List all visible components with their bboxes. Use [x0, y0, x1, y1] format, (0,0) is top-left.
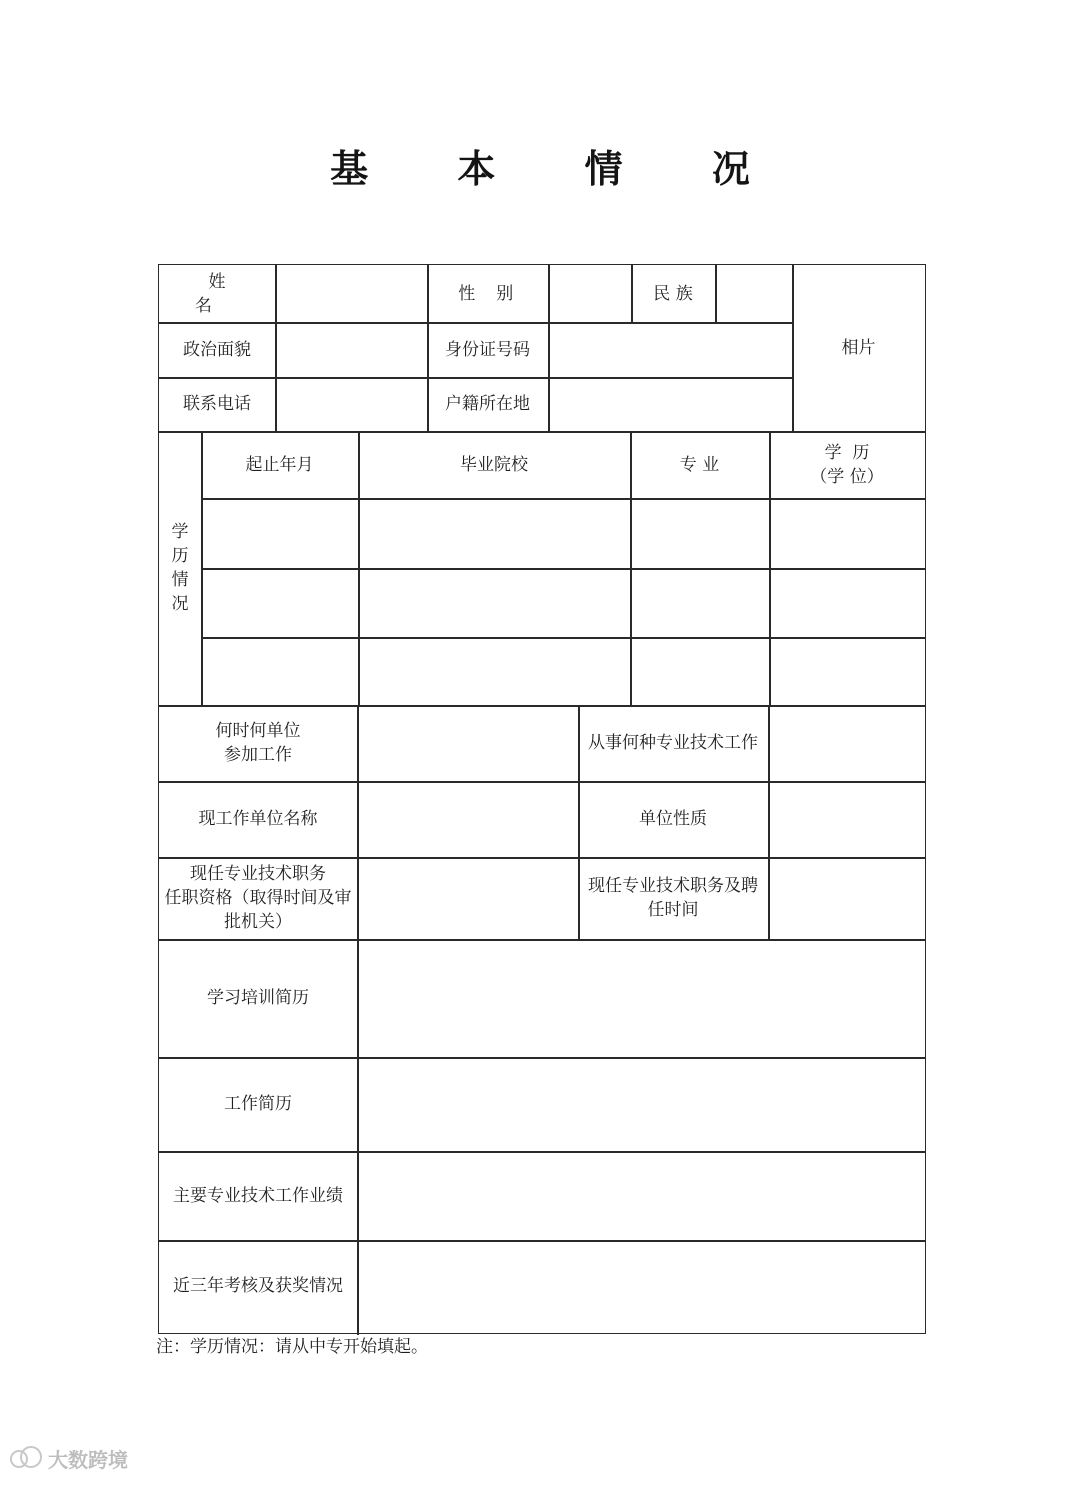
- education-period-fields[interactable]: [202, 499, 358, 705]
- work-start-field[interactable]: [358, 705, 578, 781]
- achievements-field[interactable]: [358, 1151, 925, 1240]
- basic-info-form: [158, 264, 926, 1334]
- id-number-field[interactable]: [549, 322, 792, 377]
- achievements-label: 主要专业技术工作业绩: [173, 1185, 343, 1206]
- qualification-field[interactable]: [358, 857, 578, 939]
- tech-field-label: 从事何种专业技术工作: [588, 733, 758, 753]
- political-field[interactable]: [276, 322, 427, 377]
- phone-field[interactable]: [276, 377, 427, 431]
- awards-label: 近三年考核及获奖情况: [173, 1276, 343, 1296]
- qualification-label-line: 任职资格（取得时间及审: [164, 888, 352, 908]
- training-field[interactable]: [358, 939, 925, 1057]
- household-field[interactable]: [549, 377, 792, 431]
- household-label: 户籍所在地: [445, 394, 530, 414]
- qualification-label-line: 现任专业技术职务: [190, 864, 326, 884]
- qualification-label-line: 批机关）: [224, 912, 292, 932]
- work-start-label-line: 参加工作: [224, 745, 292, 765]
- name-field[interactable]: [276, 265, 427, 322]
- education-school-fields[interactable]: [359, 499, 630, 705]
- work-history-label: 工作简历: [224, 1094, 292, 1114]
- major-header: 专 业: [679, 454, 720, 475]
- education-label-char: 学: [171, 522, 189, 542]
- photo-box[interactable]: 相片: [841, 338, 876, 358]
- education-label-char: 况: [171, 594, 189, 614]
- watermark: [10, 1444, 128, 1473]
- position-time-field[interactable]: [769, 857, 925, 939]
- footnote: 注：学历情况：请从中专开始填起。: [156, 1337, 428, 1357]
- education-degree-fields[interactable]: [770, 499, 925, 705]
- degree-header-line: （学 位）: [810, 466, 884, 487]
- name-label: 姓 名: [194, 271, 253, 316]
- period-header: 起止年月: [245, 454, 314, 475]
- degree-header-line: 学 历: [824, 442, 870, 463]
- degree-header: [769, 431, 925, 498]
- tech-field-field[interactable]: [769, 705, 925, 781]
- unit-type-field[interactable]: [769, 781, 925, 857]
- id-number-label: 身份证号码: [445, 339, 530, 360]
- qualification-label: [159, 857, 357, 939]
- work-start-label-line: 何时何单位: [215, 721, 301, 741]
- page-title: 基 本 情 况: [330, 146, 788, 191]
- education-label-char: 情: [171, 570, 189, 590]
- training-label: 学习培训简历: [207, 988, 309, 1008]
- work-start-label: [159, 705, 357, 781]
- education-section-label: [159, 431, 201, 705]
- gender-field[interactable]: [549, 265, 631, 322]
- unit-type-label: 单位性质: [639, 809, 707, 829]
- phone-label: 联系电话: [183, 394, 251, 414]
- education-major-fields[interactable]: [631, 499, 769, 705]
- watermark-text: 大数跨境: [48, 1448, 128, 1472]
- awards-field[interactable]: [358, 1240, 925, 1332]
- political-label: 政治面貌: [183, 339, 251, 360]
- watermark-logo-icon: [10, 1446, 40, 1472]
- ethnicity-field[interactable]: [716, 265, 792, 322]
- unit-name-label: 现工作单位名称: [198, 809, 318, 829]
- work-history-field[interactable]: [358, 1057, 925, 1151]
- unit-name-field[interactable]: [358, 781, 578, 857]
- gender-label: 性 别: [458, 283, 517, 304]
- education-label-char: 历: [171, 546, 189, 566]
- school-header: 毕业院校: [460, 454, 528, 475]
- ethnicity-label: 民 族: [653, 283, 693, 304]
- position-time-label: 现任专业技术职务及聘任时间: [588, 876, 758, 920]
